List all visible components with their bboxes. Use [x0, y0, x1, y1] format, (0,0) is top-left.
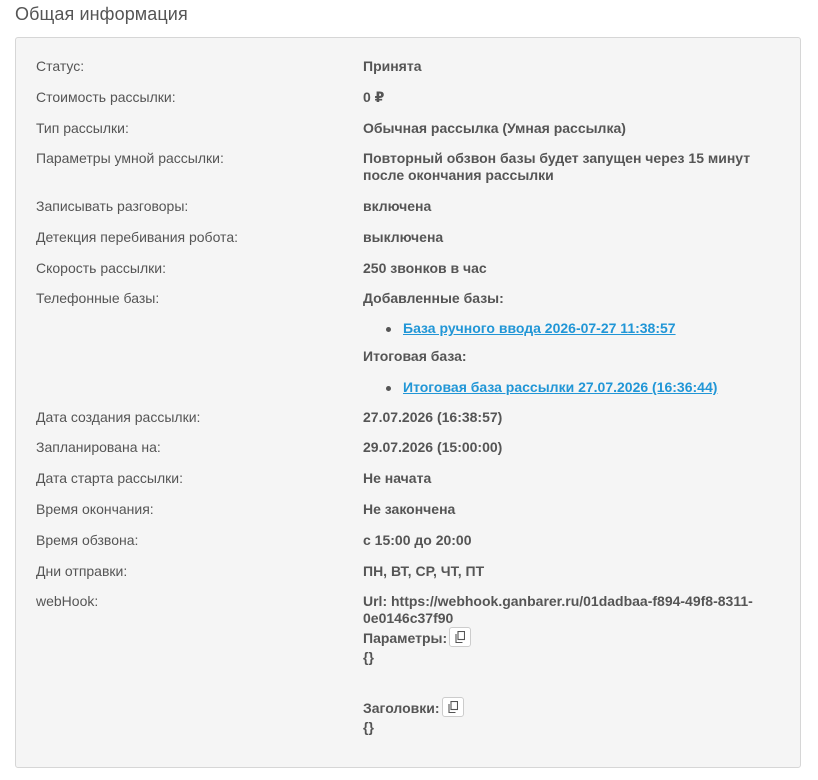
final-base-link[interactable]: Итоговая база рассылки 27.07.2026 (16:36:44): [403, 379, 718, 395]
call-time-label: Время обзвона:: [36, 532, 139, 548]
final-base-title: Итоговая база:: [363, 348, 467, 364]
speed-label: Скорость рассылки:: [36, 260, 166, 276]
cost-label: Стоимость рассылки:: [36, 89, 176, 105]
general-info-panel: [15, 37, 801, 768]
added-base-link[interactable]: База ручного ввода 2026-07-27 11:38:57: [403, 320, 676, 336]
webhook-url: Url: https://webhook.ganbarer.ru/01dadbaa-f894-49f8-8311-: [363, 593, 753, 609]
speed-value: 250 звонков в час: [363, 260, 487, 276]
status-value: Принята: [363, 58, 422, 74]
scheduled-value: 29.07.2026 (15:00:00): [363, 439, 503, 455]
days-label: Дни отправки:: [36, 563, 128, 579]
start-label: Дата старта рассылки:: [36, 470, 183, 486]
added-bases-title: Добавленные базы:: [363, 290, 504, 306]
page-title: Общая информация: [15, 4, 188, 24]
copy-headers-button[interactable]: [442, 697, 464, 717]
status-label: Статус:: [36, 58, 85, 74]
type-label: Тип рассылки:: [36, 120, 129, 136]
days-value: ПН, ВТ, СР, ЧТ, ПТ: [363, 563, 485, 579]
call-time-value: с 15:00 до 20:00: [363, 532, 472, 548]
webhook-params-label: Параметры:: [363, 630, 448, 646]
start-value: Не начата: [363, 470, 432, 486]
end-label: Время окончания:: [36, 501, 154, 517]
webhook-params-value: {}: [363, 649, 374, 665]
interrupt-label: Детекция перебивания робота:: [36, 229, 238, 245]
webhook-headers-label: Заголовки:: [363, 700, 440, 716]
smart-params-label: Параметры умной рассылки:: [36, 150, 224, 166]
record-label: Записывать разговоры:: [36, 198, 189, 214]
cost-value: 0 ₽: [363, 89, 385, 105]
end-value: Не закончена: [363, 501, 456, 517]
smart-params-value: Повторный обзвон базы будет запущен через 15 минут после окончания рассылки: [363, 150, 751, 183]
webhook-label: webHook:: [36, 593, 99, 609]
webhook-url-continued: 0e0146c37f90: [363, 610, 454, 626]
webhook-headers-value: {}: [363, 719, 374, 735]
list-bullet: [386, 327, 391, 332]
copy-params-button[interactable]: [449, 627, 471, 647]
scheduled-label: Запланирована на:: [36, 439, 161, 455]
phone-bases-label: Телефонные базы:: [36, 290, 160, 306]
copy-icon: [448, 701, 458, 713]
created-value: 27.07.2026 (16:38:57): [363, 409, 503, 425]
copy-icon: [455, 631, 465, 643]
type-value: Обычная рассылка (Умная рассылка): [363, 120, 626, 136]
created-label: Дата создания рассылки:: [36, 409, 201, 425]
record-value: включена: [363, 198, 432, 214]
interrupt-value: выключена: [363, 229, 444, 245]
list-bullet: [386, 386, 391, 391]
